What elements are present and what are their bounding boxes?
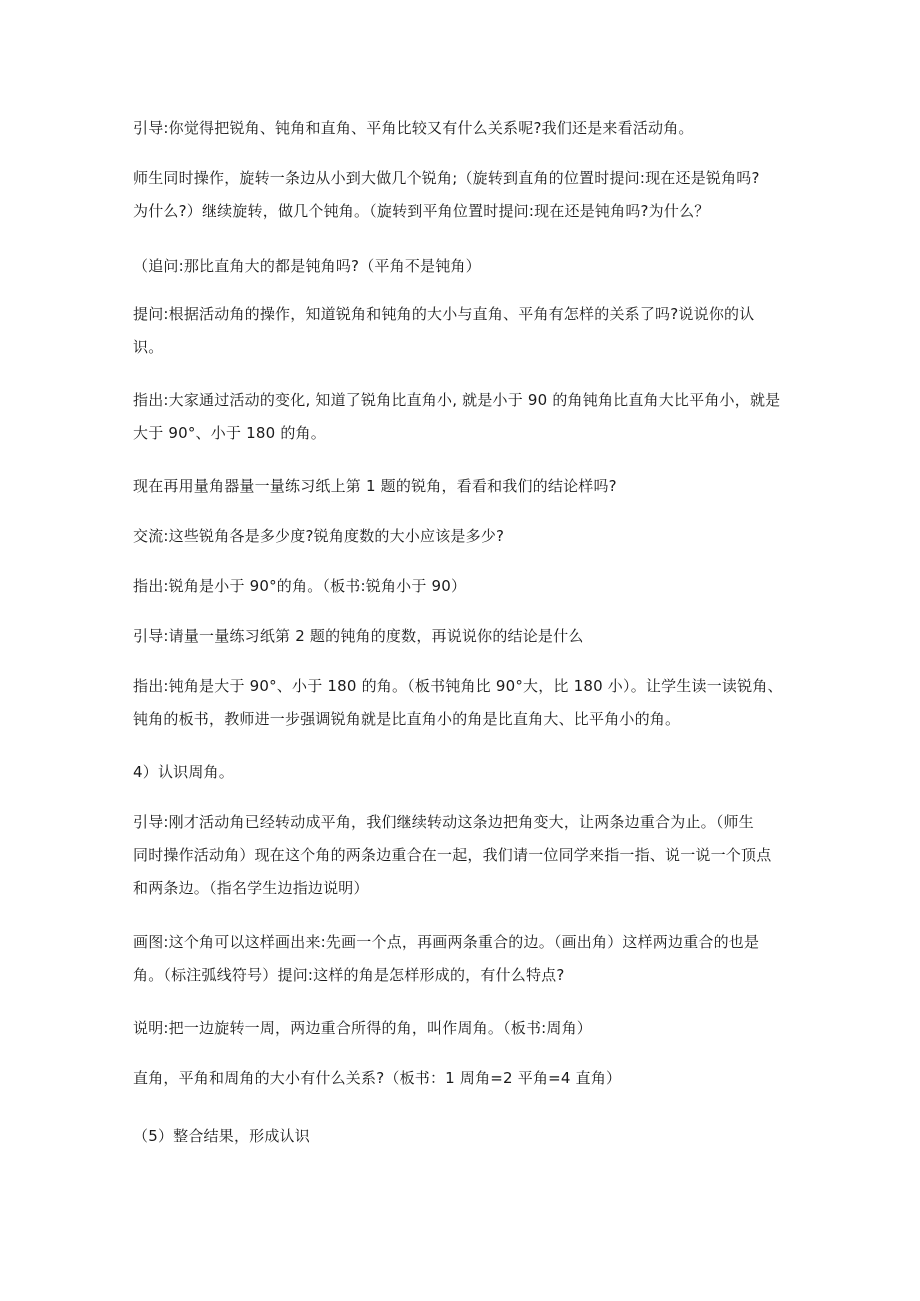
- paragraph-measure-obtuse: [133, 620, 793, 653]
- text-line: 钝角的板书，教师进一步强调锐角就是比直角小的角是比直角大、比平角小的角。: [133, 710, 681, 728]
- paragraph-draw-full-angle: [133, 926, 793, 992]
- text-line: 4）认识周角。: [133, 763, 234, 781]
- paragraph-follow-up-question: [133, 250, 793, 283]
- paragraph-measure-acute: [133, 470, 793, 503]
- text-line: 引导:刚才活动角已经转动成平角，我们继续转动这条边把角变大，让两条边重合为止。（师生: [133, 813, 754, 831]
- paragraph-rotate-activity: [133, 162, 793, 228]
- text-line: 为什么?）继续旋转，做几个钝角。（旋转到平角位置时提问:现在还是钝角吗?为什么？: [133, 202, 710, 220]
- text-line: （追问:那比直角大的都是钝角吗?（平角不是钝角）: [133, 257, 481, 275]
- text-line: 指出:大家通过活动的变化, 知道了锐角比直角小, 就是小于 90 的角钝角比直角大比平角小，就是: [133, 391, 781, 409]
- text-line: 交流:这些锐角各是多少度?锐角度数的大小应该是多少?: [133, 527, 505, 545]
- text-line: 提问:根据活动角的操作，知道锐角和钝角的大小与直角、平角有怎样的关系了吗?说说你的认: [133, 305, 755, 323]
- text-line: 和两条边。（指名学生边指边说明）: [133, 879, 369, 897]
- paragraph-exchange: [133, 520, 793, 553]
- paragraph-section-full-angle: [133, 756, 793, 789]
- text-line: 同时操作活动角）现在这个角的两条边重合在一起，我们请一位同学来指一指、说一说一个顶点: [133, 846, 772, 864]
- text-line: （5）整合结果，形成认识: [133, 1127, 310, 1145]
- paragraph-guide-full-angle: [133, 806, 793, 905]
- text-line: 大于 90°、小于 180 的角。: [133, 424, 326, 442]
- text-line: 说明:把一边旋转一周，两边重合所得的角，叫作周角。（板书:周角）: [133, 1019, 593, 1037]
- text-line: 画图:这个角可以这样画出来:先画一个点，再画两条重合的边。（画出角）这样两边重合的也是: [133, 933, 760, 951]
- paragraph-acute-definition: [133, 570, 793, 603]
- paragraph-angle-relationship: [133, 1062, 793, 1095]
- paragraph-question-relationship: [133, 298, 793, 364]
- paragraph-section-integrate: [133, 1120, 793, 1153]
- text-line: 指出:锐角是小于 90°的角。（板书:锐角小于 90）: [133, 577, 467, 595]
- text-line: 角。（标注弧线符号）提问:这样的角是怎样形成的，有什么特点?: [133, 966, 565, 984]
- text-line: 引导:你觉得把锐角、钝角和直角、平角比较又有什么关系呢?我们还是来看活动角。: [133, 119, 694, 137]
- text-line: 识。: [133, 338, 164, 356]
- text-line: 师生同时操作，旋转一条边从小到大做几个锐角;（旋转到直角的位置时提问:现在还是锐角吗?: [133, 169, 760, 187]
- text-line: 直角，平角和周角的大小有什么关系?（板书：1 周角=2 平角=4 直角）: [133, 1069, 622, 1087]
- text-line: 现在再用量角器量一量练习纸上第 1 题的锐角，看看和我们的结论样吗?: [133, 477, 617, 495]
- text-line: 引导:请量一量练习纸第 2 题的钝角的度数，再说说你的结论是什么: [133, 627, 584, 645]
- paragraph-guide-compare: [133, 112, 793, 145]
- paragraph-point-out-definitions: [133, 384, 793, 450]
- paragraph-obtuse-definition: [133, 670, 793, 736]
- paragraph-explain-full-angle: [133, 1012, 793, 1045]
- text-line: 指出:钝角是大于 90°、小于 180 的角。（板书钝角比 90°大，比 180 小）。让学生读一读锐角、: [133, 677, 783, 695]
